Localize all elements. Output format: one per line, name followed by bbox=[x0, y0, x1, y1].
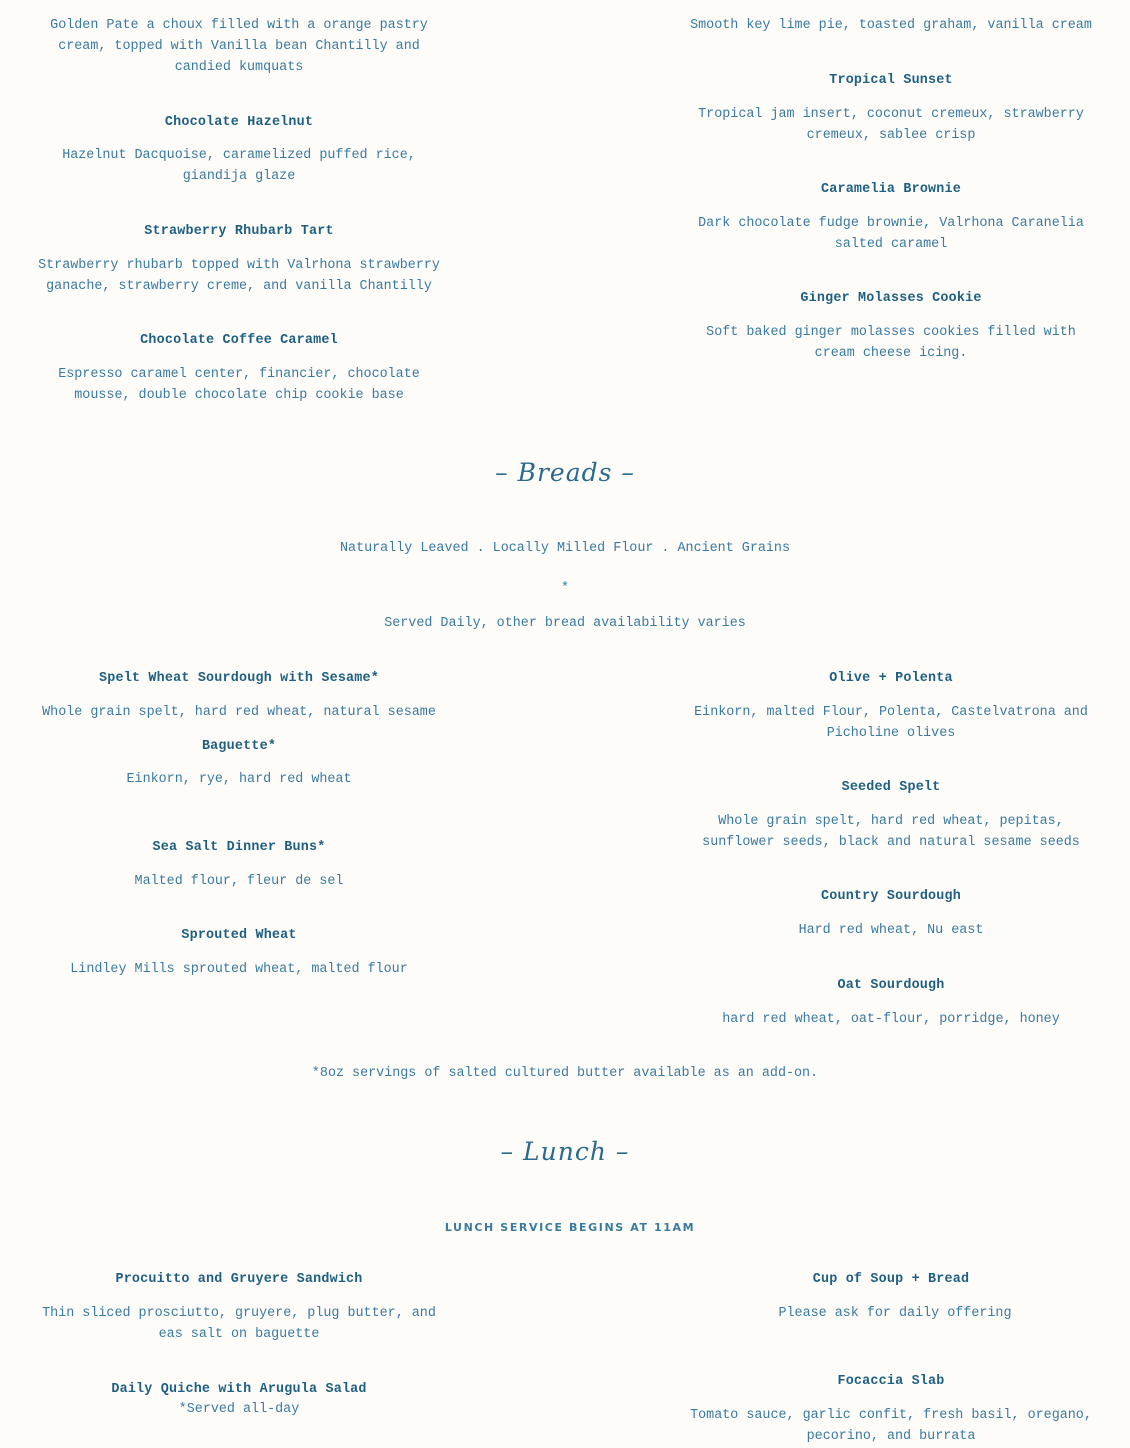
menu-item-name: Country Sourdough bbox=[820, 889, 961, 904]
menu-item-name: Caramelia Brownie bbox=[820, 182, 961, 197]
menu-item-name: Sprouted Wheat bbox=[181, 928, 297, 943]
menu-item-description: Whole grain spelt, hard red wheat, pepitas, sunflower seeds, black and natural sesame seeds bbox=[702, 814, 1080, 850]
menu-item-description: Hard red wheat, Nu east bbox=[798, 923, 984, 938]
section-divider-asterisk: * bbox=[560, 581, 570, 596]
menu-item-name: Ginger Molasses Cookie bbox=[800, 291, 982, 306]
menu-item-description: Hazelnut Dacquoise, caramelized puffed rice, giandija glaze bbox=[62, 148, 416, 184]
menu-item-description: hard red wheat, oat-flour, porridge, honey bbox=[722, 1012, 1060, 1027]
section-title-breads: – Breads – bbox=[495, 458, 635, 487]
menu-item-description: Soft baked ginger molasses cookies filled with cream cheese icing. bbox=[706, 325, 1076, 361]
menu-item-description: Whole grain spelt, hard red wheat, natural sesame bbox=[42, 705, 436, 720]
menu-item-description: *Served all-day bbox=[178, 1402, 300, 1417]
menu-item-description: Strawberry rhubarb topped with Valrhona strawberry ganache, strawberry creme, and vanilla Chantilly bbox=[38, 258, 440, 294]
menu-item-name: Procuitto and Gruyere Sandwich bbox=[115, 1272, 363, 1287]
menu-item-name: Sea Salt Dinner Buns* bbox=[152, 840, 326, 855]
menu-item-description: Espresso caramel center, financier, chocolate mousse, double chocolate chip cookie base bbox=[58, 367, 420, 403]
menu-item-description: Thin sliced prosciutto, gruyere, plug butter, and eas salt on baguette bbox=[42, 1306, 436, 1342]
section-title-lunch: – Lunch – bbox=[500, 1137, 630, 1166]
menu-item-name: Oat Sourdough bbox=[837, 978, 945, 993]
menu-item-description: Einkorn, malted Flour, Polenta, Castelvatrona and Picholine olives bbox=[694, 705, 1088, 741]
menu-item-name: Daily Quiche with Arugula Salad bbox=[111, 1382, 367, 1397]
menu-item-description: Dark chocolate fudge brownie, Valrhona Caranelia salted caramel bbox=[698, 216, 1084, 252]
section-tagline: Naturally Leaved . Locally Milled Flour . Ancient Grains bbox=[340, 541, 790, 556]
menu-item-name: Baguette* bbox=[201, 739, 277, 754]
menu-item-description: Tropical jam insert, coconut cremeux, strawberry cremeux, sablee crisp bbox=[698, 107, 1084, 143]
menu-item-name: Chocolate Coffee Caramel bbox=[140, 333, 338, 348]
menu-item-description: Lindley Mills sprouted wheat, malted flour bbox=[70, 962, 408, 977]
section-subtitle: LUNCH SERVICE BEGINS AT 11AM bbox=[444, 1221, 696, 1234]
section-note: Served Daily, other bread availability varies bbox=[384, 616, 746, 631]
menu-item-description: Einkorn, rye, hard red wheat bbox=[126, 772, 352, 787]
menu-item-name: Spelt Wheat Sourdough with Sesame* bbox=[98, 671, 379, 686]
menu-item-name: Tropical Sunset bbox=[829, 73, 953, 88]
menu-item-name: Olive + Polenta bbox=[829, 671, 953, 686]
menu-item-name: Seeded Spelt bbox=[841, 780, 941, 795]
menu-item-description: Malted flour, fleur de sel bbox=[134, 874, 344, 889]
menu-item-description: Tomato sauce, garlic confit, fresh basil, oregano, pecorino, and burrata bbox=[690, 1408, 1092, 1444]
menu-item-description: Please ask for daily offering bbox=[778, 1306, 1012, 1321]
menu-item-name: Chocolate Hazelnut bbox=[164, 115, 314, 130]
menu-item-description: Golden Pate a choux filled with a orange pastry cream, topped with Vanilla bean Chantilly and candied kumquats bbox=[50, 18, 428, 75]
menu-item-description: Smooth key lime pie, toasted graham, vanilla cream bbox=[690, 18, 1092, 33]
menu-item-name: Strawberry Rhubarb Tart bbox=[144, 224, 334, 239]
menu-item-name: Focaccia Slab bbox=[837, 1374, 945, 1389]
menu-item-name: Cup of Soup + Bread bbox=[812, 1272, 970, 1287]
section-footnote: *8oz servings of salted cultured butter available as an add-on. bbox=[311, 1066, 819, 1081]
